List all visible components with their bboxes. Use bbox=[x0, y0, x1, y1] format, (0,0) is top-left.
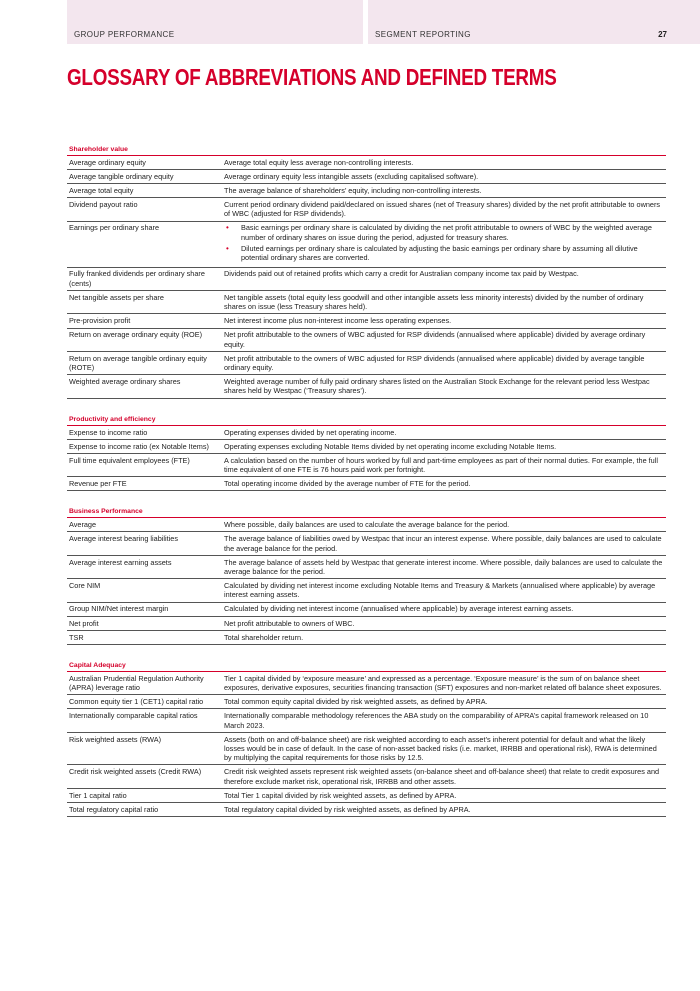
table-row bbox=[67, 351, 666, 374]
term-cell: Average total equity bbox=[67, 184, 218, 198]
term-cell: Weighted average ordinary shares bbox=[67, 375, 218, 398]
definition-cell: Where possible, daily balances are used to calculate the average balance for the period. bbox=[218, 518, 667, 532]
glossary-section bbox=[67, 508, 666, 645]
table-row bbox=[67, 375, 666, 398]
definition-cell: Total shareholder return. bbox=[218, 630, 667, 644]
term-cell: Return on average ordinary equity (ROE) bbox=[67, 328, 218, 351]
table-row bbox=[67, 732, 666, 765]
definition-cell: The average balance of shareholders’ equity, including non-controlling interests. bbox=[218, 184, 667, 198]
definition-cell: The average balance of liabilities owed by Westpac that incur an interest expense. Where possible, daily balances are used to calculate the average balance for the period. bbox=[218, 532, 667, 555]
term-cell: Fully franked dividends per ordinary share (cents) bbox=[67, 267, 218, 290]
definition-cell: Internationally comparable methodology references the ABA study on the comparability of APRA’s capital framework released on 10 March 2023. bbox=[218, 709, 667, 732]
table-row bbox=[67, 170, 666, 184]
table-row bbox=[67, 198, 666, 221]
term-cell: Average interest bearing liabilities bbox=[67, 532, 218, 555]
table-row bbox=[67, 616, 666, 630]
definition-cell: Operating expenses divided by net operating income. bbox=[218, 426, 667, 440]
term-cell: Average interest earning assets bbox=[67, 555, 218, 578]
table-row bbox=[67, 156, 666, 170]
table-row bbox=[67, 555, 666, 578]
table-row bbox=[67, 314, 666, 328]
section-heading: Productivity and efficiency bbox=[67, 416, 666, 426]
definition-cell: Dividends paid out of retained profits which carry a credit for Australian company income tax paid by Westpac. bbox=[218, 267, 667, 290]
term-cell: Expense to income ratio (ex Notable Items) bbox=[67, 439, 218, 453]
section-heading: Business Performance bbox=[67, 508, 666, 518]
term-cell: Average ordinary equity bbox=[67, 156, 218, 170]
section-heading: Shareholder value bbox=[67, 146, 666, 156]
term-cell: TSR bbox=[67, 630, 218, 644]
glossary-section bbox=[67, 416, 666, 492]
table-row bbox=[67, 579, 666, 602]
term-cell: Expense to income ratio bbox=[67, 426, 218, 440]
glossary-content bbox=[67, 146, 666, 834]
term-cell: Core NIM bbox=[67, 579, 218, 602]
definition-cell: Total operating income divided by the average number of FTE for the period. bbox=[218, 477, 667, 491]
definition-cell: Net tangible assets (total equity less goodwill and other intangible assets less minority interests) divided by the number of ordinary shares on issue (less Treasury shares held). bbox=[218, 291, 667, 314]
table-row bbox=[67, 477, 666, 491]
definition-bullets bbox=[224, 223, 664, 262]
table-row bbox=[67, 532, 666, 555]
definition-cell: Average ordinary equity less intangible assets (excluding capitalised software). bbox=[218, 170, 667, 184]
definition-cell: The average balance of assets held by Westpac that generate interest income. Where possible, daily balances are used to calculate the average balance for the period. bbox=[218, 555, 667, 578]
term-cell: Earnings per ordinary share bbox=[67, 221, 218, 267]
bullet-item: • Basic earnings per ordinary share is calculated by dividing the net profit attributable to owners of WBC by the weighted average number of ordinary shares on issue during the period, adjusted for treasury shares. bbox=[241, 223, 664, 242]
page-title: GLOSSARY OF ABBREVIATIONS AND DEFINED TERMS bbox=[67, 64, 557, 90]
definition-cell: A calculation based on the number of hours worked by full and part-time employees as part of their normal duties. For example, the full time equivalent of one FTE is 76 hours paid work per fortnight. bbox=[218, 453, 667, 476]
table-row bbox=[67, 518, 666, 532]
definition-cell: Current period ordinary dividend paid/declared on issued shares (net of Treasury shares) divided by the net profit attributable to owners of WBC (adjusted for RSP dividends). bbox=[218, 198, 667, 221]
table-row bbox=[67, 602, 666, 616]
section-tab-label: SEGMENT REPORTING bbox=[375, 30, 471, 39]
glossary-table bbox=[67, 156, 666, 399]
table-row bbox=[67, 630, 666, 644]
table-row bbox=[67, 184, 666, 198]
definition-cell: Total regulatory capital divided by risk weighted assets, as defined by APRA. bbox=[218, 802, 667, 816]
table-row bbox=[67, 709, 666, 732]
table-row bbox=[67, 802, 666, 816]
definition-cell: Tier 1 capital divided by ‘exposure measure’ and expressed as a percentage. ‘Exposure measure’ is the sum of on balance sheet exposures, derivative exposures, securities financing transaction (SFT) exposures and non-market related off balance sheet exposures. bbox=[218, 672, 667, 695]
table-row bbox=[67, 267, 666, 290]
term-cell: Return on average tangible ordinary equity (ROTE) bbox=[67, 351, 218, 374]
definition-cell bbox=[218, 221, 667, 267]
definition-cell: Net profit attributable to the owners of WBC adjusted for RSP dividends (annualised where applicable) divided by average tangible ordinary equity. bbox=[218, 351, 667, 374]
page-number: 27 bbox=[658, 30, 667, 39]
term-cell: Total regulatory capital ratio bbox=[67, 802, 218, 816]
table-row bbox=[67, 788, 666, 802]
table-row bbox=[67, 426, 666, 440]
definition-cell: Net profit attributable to owners of WBC. bbox=[218, 616, 667, 630]
definition-cell: Calculated by dividing net interest income (annualised where applicable) by average interest earning assets. bbox=[218, 602, 667, 616]
definition-cell: Total common equity capital divided by risk weighted assets, as defined by APRA. bbox=[218, 695, 667, 709]
table-row bbox=[67, 439, 666, 453]
term-cell: Common equity tier 1 (CET1) capital ratio bbox=[67, 695, 218, 709]
definition-cell: Calculated by dividing net interest income excluding Notable Items and Treasury & Markets (annualised where applicable) by average interest earning assets. bbox=[218, 579, 667, 602]
bullet-item: • Diluted earnings per ordinary share is calculated by adjusting the basic earnings per ordinary share by assuming all dilutive potential ordinary shares are converted. bbox=[241, 244, 664, 263]
definition-cell: Average total equity less average non-controlling interests. bbox=[218, 156, 667, 170]
term-cell: Net tangible assets per share bbox=[67, 291, 218, 314]
glossary-section bbox=[67, 146, 666, 399]
section-tab-segment-reporting[interactable] bbox=[368, 0, 700, 44]
definition-cell: Operating expenses excluding Notable Items divided by net operating income excluding Notable Items. bbox=[218, 439, 667, 453]
term-cell: Internationally comparable capital ratios bbox=[67, 709, 218, 732]
glossary-table bbox=[67, 672, 666, 817]
table-row bbox=[67, 453, 666, 476]
section-tab-group-performance[interactable] bbox=[67, 0, 363, 44]
definition-cell: Net profit attributable to the owners of WBC adjusted for RSP dividends (annualised where applicable) divided by average ordinary equity. bbox=[218, 328, 667, 351]
term-cell: Australian Prudential Regulation Authority (APRA) leverage ratio bbox=[67, 672, 218, 695]
term-cell: Average tangible ordinary equity bbox=[67, 170, 218, 184]
term-cell: Full time equivalent employees (FTE) bbox=[67, 453, 218, 476]
term-cell: Credit risk weighted assets (Credit RWA) bbox=[67, 765, 218, 788]
term-cell: Group NIM/Net interest margin bbox=[67, 602, 218, 616]
table-row bbox=[67, 291, 666, 314]
table-row bbox=[67, 221, 666, 267]
glossary-section bbox=[67, 662, 666, 817]
term-cell: Net profit bbox=[67, 616, 218, 630]
definition-cell: Net interest income plus non-interest income less operating expenses. bbox=[218, 314, 667, 328]
term-cell: Risk weighted assets (RWA) bbox=[67, 732, 218, 765]
term-cell: Revenue per FTE bbox=[67, 477, 218, 491]
section-tab-label: GROUP PERFORMANCE bbox=[74, 30, 175, 39]
table-row bbox=[67, 695, 666, 709]
term-cell: Dividend payout ratio bbox=[67, 198, 218, 221]
term-cell: Average bbox=[67, 518, 218, 532]
table-row bbox=[67, 672, 666, 695]
glossary-table bbox=[67, 426, 666, 492]
glossary-table bbox=[67, 518, 666, 645]
table-row bbox=[67, 765, 666, 788]
definition-cell: Credit risk weighted assets represent risk weighted assets (on-balance sheet and off-balance sheet) that relate to credit exposures and therefore exclude market risk, operational risk, IRRBB and other assets. bbox=[218, 765, 667, 788]
definition-cell: Assets (both on and off-balance sheet) are risk weighted according to each asset’s inherent potential for default and what the likely losses would be in case of default. In the case of non-asset backed risks (i.e. market, IRRBB and operational risk), RWA is determined by multiplying the capital requirements for those risks by 12.5. bbox=[218, 732, 667, 765]
definition-cell: Weighted average number of fully paid ordinary shares listed on the Australian Stock Exchange for the relevant period less Westpac shares held by Westpac (‘Treasury shares’). bbox=[218, 375, 667, 398]
term-cell: Pre-provision profit bbox=[67, 314, 218, 328]
definition-cell: Total Tier 1 capital divided by risk weighted assets, as defined by APRA. bbox=[218, 788, 667, 802]
term-cell: Tier 1 capital ratio bbox=[67, 788, 218, 802]
table-row bbox=[67, 328, 666, 351]
page-header bbox=[67, 0, 700, 44]
section-heading: Capital Adequacy bbox=[67, 662, 666, 672]
